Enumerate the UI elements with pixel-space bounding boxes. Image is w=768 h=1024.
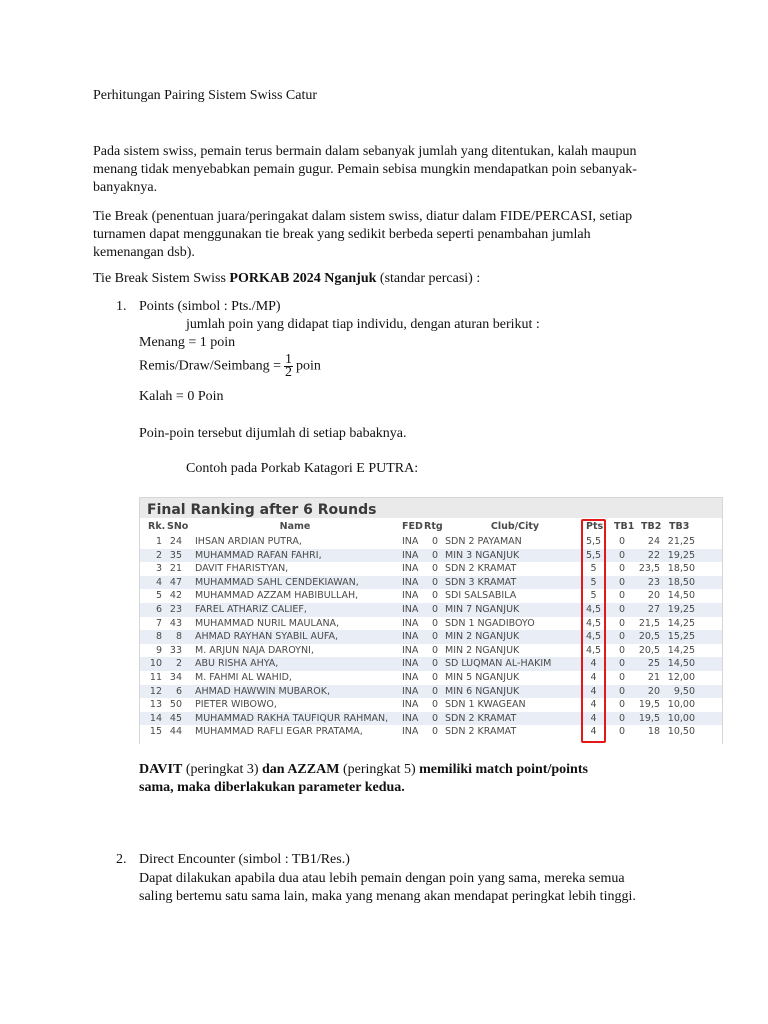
cell-fed: INA xyxy=(402,549,419,561)
cell-fed: INA xyxy=(402,576,419,588)
cell-tb3: 19,25 xyxy=(667,549,695,561)
cell-fed: INA xyxy=(402,726,419,738)
cell-tb1: 0 xyxy=(618,712,626,724)
example-caption: Contoh pada Porkab Katagori E PUTRA: xyxy=(186,461,419,476)
table-row xyxy=(140,617,722,631)
cell-club: SD LUQMAN AL-HAKIM xyxy=(445,658,552,670)
cell-sno: 47 xyxy=(169,576,182,588)
direct-encounter-heading: Direct Encounter (simbol : TB1/Res.) xyxy=(139,852,350,867)
cell-name: DAVIT FHARISTYAN, xyxy=(195,563,289,575)
cell-tb1: 0 xyxy=(618,644,626,656)
cell-club: SDN 2 KRAMAT xyxy=(445,712,517,724)
cell-club: SDN 1 KWAGEAN xyxy=(445,699,526,711)
table-row xyxy=(140,712,722,726)
cell-club: MIN 5 NGANJUK xyxy=(445,672,520,683)
cell-tb1: 0 xyxy=(618,658,626,670)
cell-tb2: 18 xyxy=(647,726,660,738)
cell-tb1: 0 xyxy=(618,726,626,738)
table-row xyxy=(140,725,722,739)
cell-tb3: 18,50 xyxy=(667,576,695,588)
cell-sno: 8 xyxy=(175,631,182,643)
cell-pts: 4,5 xyxy=(585,604,602,615)
cell-sno: 2 xyxy=(175,658,182,670)
cell-rank: 1 xyxy=(155,536,162,547)
cell-rank: 15 xyxy=(149,726,162,738)
rule-draw-label: Remis/Draw/Seimbang = xyxy=(139,358,282,374)
cell-rtg: 0 xyxy=(431,699,438,711)
cell-rtg: 0 xyxy=(431,604,438,615)
cell-sno: 50 xyxy=(169,699,182,711)
cell-club: MIN 6 NGANJUK xyxy=(445,685,520,697)
ranking-header-row xyxy=(140,520,722,534)
cell-name: IHSAN ARDIAN PUTRA, xyxy=(195,536,302,547)
cell-pts: 5 xyxy=(590,590,597,602)
header-club: Club/City xyxy=(490,521,540,532)
cell-tb2: 21 xyxy=(647,672,660,683)
cell-tb2: 19,5 xyxy=(638,712,660,724)
cell-rank: 9 xyxy=(155,644,162,656)
points-description: jumlah poin yang didapat tiap individu, dengan aturan berikut : xyxy=(186,317,540,332)
cell-rank: 6 xyxy=(155,604,162,615)
cell-pts: 4 xyxy=(590,712,597,724)
cell-tb2: 24 xyxy=(647,536,660,547)
cell-rtg: 0 xyxy=(431,672,438,683)
points-heading: Points (simbol : Pts./MP) xyxy=(139,299,281,314)
cell-tb3: 10,50 xyxy=(667,726,695,738)
tiebreak-system-text: Tie Break Sistem Swiss xyxy=(93,271,230,286)
cell-rtg: 0 xyxy=(431,712,438,724)
fraction-numerator: 1 xyxy=(285,352,293,367)
cell-tb1: 0 xyxy=(618,590,626,602)
header-name: Name xyxy=(279,521,311,532)
cell-pts: 4 xyxy=(590,658,597,670)
header-tb3: TB3 xyxy=(669,521,690,532)
half-fraction xyxy=(284,354,293,379)
cell-pts: 4 xyxy=(590,685,597,697)
table-row xyxy=(140,562,722,576)
cell-pts: 4,5 xyxy=(585,631,602,643)
cell-rank: 2 xyxy=(155,549,162,561)
cell-name: FAREL ATHARIZ CALIEF, xyxy=(195,604,307,615)
cell-club: SDN 3 KRAMAT xyxy=(445,576,517,588)
header-tb1: TB1 xyxy=(614,521,635,532)
cell-club: SDN 2 KRAMAT xyxy=(445,726,517,738)
tiebreak-paragraph: Tie Break (penentuan juara/peringakat dalam sistem swiss, diatur dalam FIDE/PERCASI, setiap turnamen dapat menggunakan tie break yang sedikit berbeda seperti penambahan jumlah kemenangan dsb). xyxy=(93,209,633,260)
cell-rtg: 0 xyxy=(431,563,438,575)
header-sno: SNo xyxy=(167,521,189,532)
cell-rtg: 0 xyxy=(431,726,438,738)
cell-club: SDN 1 NGADIBOYO xyxy=(445,617,535,629)
cell-rank: 5 xyxy=(155,590,162,602)
cell-tb2: 20,5 xyxy=(638,631,660,643)
cell-name: MUHAMMAD RAFLI EGAR PRATAMA, xyxy=(195,726,363,738)
final-ranking-table xyxy=(139,497,723,744)
cell-rtg: 0 xyxy=(431,658,438,670)
cell-tb3: 21,25 xyxy=(667,536,695,547)
list-number-1: 1. xyxy=(116,299,127,314)
table-row xyxy=(140,657,722,671)
cell-tb3: 19,25 xyxy=(667,604,695,615)
cell-sno: 33 xyxy=(169,644,182,656)
cell-tb1: 0 xyxy=(618,536,626,547)
cell-tb1: 0 xyxy=(618,576,626,588)
cell-tb2: 23,5 xyxy=(638,563,660,575)
cell-rtg: 0 xyxy=(431,631,438,643)
cell-name: MUHAMMAD AZZAM HABIBULLAH, xyxy=(195,590,359,602)
cell-tb2: 19,5 xyxy=(638,699,660,711)
cell-name: MUHAMMAD RAKHA TAUFIQUR RAHMAN, xyxy=(195,712,389,724)
cell-tb1: 0 xyxy=(618,672,626,683)
cell-pts: 4 xyxy=(590,726,597,738)
cell-fed: INA xyxy=(402,685,419,697)
cell-fed: INA xyxy=(402,631,419,643)
cell-sno: 42 xyxy=(169,590,182,602)
cell-rtg: 0 xyxy=(431,617,438,629)
cell-tb3: 10,00 xyxy=(667,712,695,724)
header-pts: Pts. xyxy=(586,521,607,532)
cell-sno: 44 xyxy=(169,726,182,738)
cell-tb1: 0 xyxy=(618,604,626,615)
table-row xyxy=(140,630,722,644)
tiebreak-system-heading xyxy=(93,271,480,287)
direct-encounter-description: Dapat dilakukan apabila dua atau lebih pemain dengan poin yang sama, mereka semua saling bertemu satu sama lain, maka yang menang akan mendapat peringkat lebih tinggi. xyxy=(139,871,636,904)
cell-rtg: 0 xyxy=(431,549,438,561)
table-row xyxy=(140,576,722,590)
table-row xyxy=(140,603,722,617)
cell-sno: 45 xyxy=(169,712,182,724)
rule-lose: Kalah = 0 Poin xyxy=(139,389,224,404)
header-fed: FED xyxy=(402,521,423,532)
cell-fed: INA xyxy=(402,563,419,575)
fraction-denominator: 2 xyxy=(285,365,293,380)
tiebreak-system-note: (standar percasi) : xyxy=(376,271,481,286)
tiebreak-system-event: PORKAB 2024 Nganjuk xyxy=(229,271,377,286)
cell-name: MUHAMMAD NURIL MAULANA, xyxy=(195,617,340,629)
cell-club: SDI SALSABILA xyxy=(445,590,517,602)
cell-rank: 4 xyxy=(155,576,162,588)
cell-name: ABU RISHA AHYA, xyxy=(195,658,279,670)
cell-name: AHMAD RAYHAN SYABIL AUFA, xyxy=(195,631,339,643)
ranking-title: Final Ranking after 6 Rounds xyxy=(140,498,722,518)
cell-fed: INA xyxy=(402,644,419,656)
cell-tb1: 0 xyxy=(618,631,626,643)
cell-tb3: 14,50 xyxy=(667,590,695,602)
cell-rank: 3 xyxy=(155,563,162,575)
cell-rank: 10 xyxy=(149,658,162,670)
cell-tb3: 9,50 xyxy=(673,685,695,697)
cell-fed: INA xyxy=(402,590,419,602)
cell-club: MIN 3 NGANJUK xyxy=(445,549,520,561)
cell-tb3: 14,50 xyxy=(667,658,695,670)
note-player-azzam: dan AZZAM xyxy=(262,762,340,777)
cell-rtg: 0 xyxy=(431,644,438,656)
cell-name: PIETER WIBOWO, xyxy=(195,699,277,711)
cell-pts: 4 xyxy=(590,672,597,683)
cell-rtg: 0 xyxy=(431,536,438,547)
cell-fed: INA xyxy=(402,536,419,547)
cell-sno: 34 xyxy=(169,672,182,683)
cell-club: SDN 2 KRAMAT xyxy=(445,563,517,575)
cell-rank: 11 xyxy=(149,672,162,683)
table-row xyxy=(140,698,722,712)
note-rank-3: (peringkat 3) xyxy=(182,762,263,777)
table-row xyxy=(140,549,722,563)
cell-club: SDN 2 PAYAMAN xyxy=(445,536,522,547)
note-rank-5: (peringkat 5) xyxy=(339,762,420,777)
cell-sno: 43 xyxy=(169,617,182,629)
cell-fed: INA xyxy=(402,617,419,629)
cell-pts: 5 xyxy=(590,576,597,588)
rule-draw xyxy=(139,354,321,379)
cell-sno: 6 xyxy=(175,685,182,697)
cell-fed: INA xyxy=(402,712,419,724)
cell-tb3: 10,00 xyxy=(667,699,695,711)
cell-tb1: 0 xyxy=(618,617,626,629)
table-row xyxy=(140,685,722,699)
cell-tb2: 20 xyxy=(647,590,660,602)
cell-rank: 7 xyxy=(155,617,162,629)
cell-fed: INA xyxy=(402,699,419,711)
cell-name: M. FAHMI AL WAHID, xyxy=(195,672,292,683)
cell-tb2: 20 xyxy=(647,685,660,697)
header-rank: Rk. xyxy=(148,521,166,532)
cell-sno: 23 xyxy=(169,604,182,615)
table-row xyxy=(140,671,722,685)
comparison-note-line1 xyxy=(139,762,588,778)
cell-name: MUHAMMAD RAFAN FAHRI, xyxy=(195,549,322,561)
cell-tb1: 0 xyxy=(618,685,626,697)
note-conclusion-a: memiliki match point/points xyxy=(419,762,588,777)
cell-rank: 8 xyxy=(155,631,162,643)
cell-club: MIN 2 NGANJUK xyxy=(445,644,520,656)
cell-club: MIN 7 NGANJUK xyxy=(445,604,520,615)
cell-fed: INA xyxy=(402,604,419,615)
cell-pts: 4,5 xyxy=(585,644,602,656)
cell-fed: INA xyxy=(402,672,419,683)
cell-sno: 35 xyxy=(169,549,182,561)
cell-tb1: 0 xyxy=(618,699,626,711)
table-row xyxy=(140,535,722,549)
cell-tb1: 0 xyxy=(618,549,626,561)
cell-tb3: 15,25 xyxy=(667,631,695,643)
cell-tb3: 18,50 xyxy=(667,563,695,575)
points-sum-note: Poin-poin tersebut dijumlah di setiap babaknya. xyxy=(139,426,407,441)
cell-tb2: 20,5 xyxy=(638,644,660,656)
cell-pts: 4,5 xyxy=(585,617,602,629)
rule-win: Menang = 1 poin xyxy=(139,335,236,350)
cell-tb2: 23 xyxy=(647,576,660,588)
intro-paragraph: Pada sistem swiss, pemain terus bermain dalam sebanyak jumlah yang ditentukan, kalah maupun menang tidak menyebabkan pemain gugur. Pemain sebisa mungkin mendapatkan poin sebanyak-banyaknya. xyxy=(93,144,637,195)
cell-tb3: 14,25 xyxy=(667,644,695,656)
cell-tb2: 27 xyxy=(647,604,660,615)
cell-tb2: 22 xyxy=(647,549,660,561)
table-row xyxy=(140,644,722,658)
cell-tb3: 12,00 xyxy=(667,672,695,683)
cell-rank: 12 xyxy=(149,685,162,697)
cell-pts: 5,5 xyxy=(585,549,602,561)
cell-name: MUHAMMAD SAHL CENDEKIAWAN, xyxy=(195,576,359,588)
cell-rank: 13 xyxy=(149,699,162,711)
cell-rtg: 0 xyxy=(431,590,438,602)
cell-pts: 5 xyxy=(590,563,597,575)
cell-tb1: 0 xyxy=(618,563,626,575)
cell-rtg: 0 xyxy=(431,576,438,588)
note-player-davit: DAVIT xyxy=(139,762,183,777)
list-number-2: 2. xyxy=(116,852,127,867)
cell-rtg: 0 xyxy=(431,685,438,697)
rule-draw-unit: poin xyxy=(296,358,321,374)
cell-name: M. ARJUN NAJA DAROYNI, xyxy=(195,644,314,656)
document-title: Perhitungan Pairing Sistem Swiss Catur xyxy=(93,88,317,103)
cell-sno: 24 xyxy=(169,536,182,547)
cell-tb3: 14,25 xyxy=(667,617,695,629)
cell-tb2: 21,5 xyxy=(638,617,660,629)
points-column-highlight xyxy=(581,519,606,743)
table-row xyxy=(140,589,722,603)
comparison-note-line2: sama, maka diberlakukan parameter kedua. xyxy=(139,780,405,795)
cell-sno: 21 xyxy=(169,563,182,575)
cell-name: AHMAD HAWWIN MUBAROK, xyxy=(195,685,331,697)
cell-pts: 5,5 xyxy=(585,536,602,547)
cell-club: MIN 2 NGANJUK xyxy=(445,631,520,643)
cell-fed: INA xyxy=(402,658,419,670)
cell-tb2: 25 xyxy=(647,658,660,670)
cell-rank: 14 xyxy=(149,712,162,724)
cell-pts: 4 xyxy=(590,699,597,711)
header-rtg: Rtg xyxy=(424,521,443,532)
header-tb2: TB2 xyxy=(641,521,662,532)
